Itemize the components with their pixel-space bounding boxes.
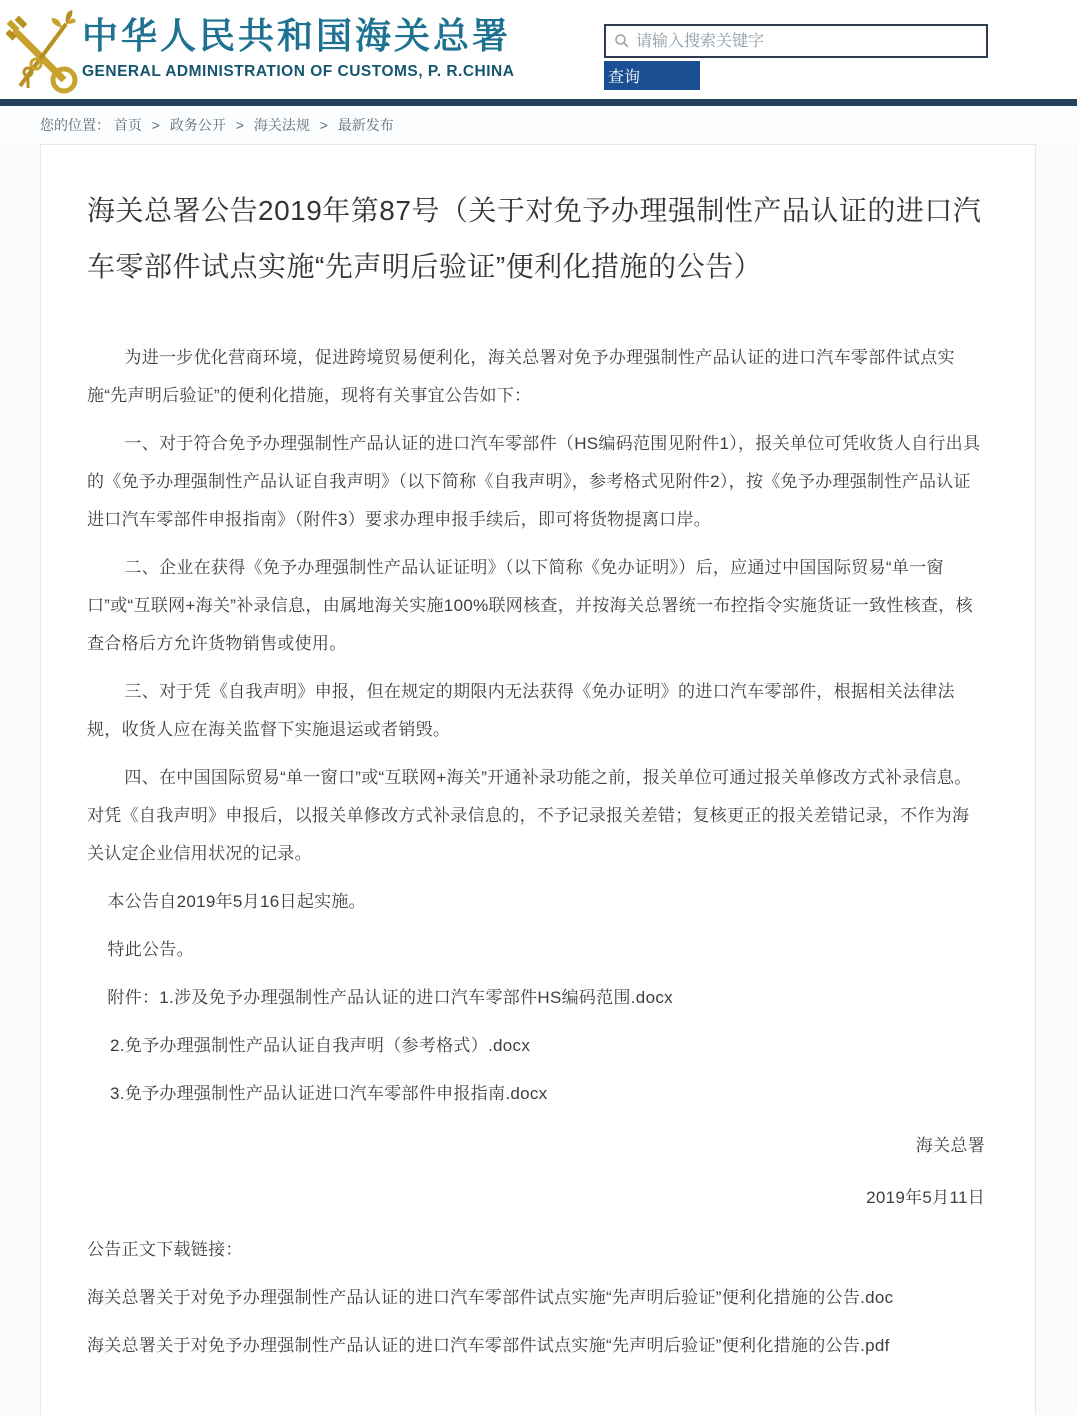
article-paragraph-item4: 四、在中国国际贸易“单一窗口”或“互联网+海关”开通补录功能之前，报关单位可通过报关单修改方式补录信息。对凭《自我声明》申报后，以报关单修改方式补录信息的，不予记录报关差错；复核更正的报关差错记录，不作为海关认定企业信用状况的记录。 xyxy=(87,768,972,863)
site-name-chinese: 中华人民共和国海关总署 xyxy=(82,15,512,56)
attachment-link-2[interactable]: 2.免予办理强制性产品认证自我声明（参考格式）.docx xyxy=(109,1036,531,1055)
breadcrumb xyxy=(0,106,1077,144)
attachment-link-3[interactable]: 3.免予办理强制性产品认证进口汽车零部件申报指南.docx xyxy=(109,1084,548,1103)
article-title: 海关总署公告2019年第87号（关于对免予办理强制性产品认证的进口汽车零部件试点实施“先声明后验证”便利化措施的公告） xyxy=(87,195,982,282)
article-date: 2019年5月11日 xyxy=(866,1188,985,1207)
breadcrumb-separator: > xyxy=(151,117,160,133)
attachments-label: 附件： xyxy=(107,988,160,1007)
article-paragraph-item3: 三、对于凭《自我声明》申报，但在规定的期限内无法获得《免办证明》的进口汽车零部件，根据相关法律法规，收货人应在海关监督下实施退运或者销毁。 xyxy=(87,682,955,739)
customs-emblem-logo xyxy=(6,6,78,94)
search-submit-button[interactable]: 查询 xyxy=(604,61,700,90)
breadcrumb-item-regulations[interactable]: 海关法规 xyxy=(253,117,310,133)
breadcrumb-separator: > xyxy=(235,117,244,133)
article-paragraph-effective-date: 本公告自2019年5月16日起实施。 xyxy=(107,892,366,911)
article-paragraph-item1: 一、对于符合免予办理强制性产品认证的进口汽车零部件（HS编码范围见附件1），报关单位可凭收货人自行出具的《免予办理强制性产品认证自我声明》（以下简称《自我声明》，参考格式见附件2），按《免予办理强制性产品认证进口汽车零部件申报指南》（附件3）要求办理申报手续后，即可将货物提离口岸。 xyxy=(87,434,981,529)
search-icon xyxy=(614,33,630,49)
header-divider-bar xyxy=(0,99,1077,106)
breadcrumb-item-home[interactable]: 首页 xyxy=(113,117,142,133)
attachment-line-1 xyxy=(87,979,985,1017)
article-signer: 海关总署 xyxy=(915,1136,985,1155)
search-input[interactable] xyxy=(634,26,986,58)
article-paragraph-intro: 为进一步优化营商环境，促进跨境贸易便利化，海关总署对免予办理强制性产品认证的进口汽车零部件试点实施“先声明后验证”的便利化措施，现将有关事宜公告如下： xyxy=(87,348,955,405)
breadcrumb-item-govinfo[interactable]: 政务公开 xyxy=(169,117,226,133)
breadcrumb-label: 您的位置： xyxy=(40,117,110,133)
search-area xyxy=(604,24,994,90)
download-link-pdf[interactable]: 海关总署关于对免予办理强制性产品认证的进口汽车零部件试点实施“先声明后验证”便利化措施的公告.pdf xyxy=(87,1336,890,1355)
download-section-label: 公告正文下载链接： xyxy=(87,1240,243,1259)
breadcrumb-separator: > xyxy=(319,117,328,133)
attachment-link-1[interactable]: 1.涉及免予办理强制性产品认证的进口汽车零部件HS编码范围.docx xyxy=(159,988,673,1007)
article-card xyxy=(40,144,1036,1415)
search-box xyxy=(604,24,988,58)
article-paragraph-closing: 特此公告。 xyxy=(107,940,194,959)
article-paragraph-item2: 二、企业在获得《免予办理强制性产品认证证明》（以下简称《免办证明》）后，应通过中国国际贸易“单一窗口”或“互联网+海关”补录信息，由属地海关实施100%联网核查，并按海关总署统一布控指令实施货证一致性核查，核查合格后方允许货物销售或使用。 xyxy=(87,558,973,653)
breadcrumb-item-latest[interactable]: 最新发布 xyxy=(337,117,394,133)
site-name-english: GENERAL ADMINISTRATION OF CUSTOMS, P. R.CHINA xyxy=(82,63,515,80)
download-link-doc[interactable]: 海关总署关于对免予办理强制性产品认证的进口汽车零部件试点实施“先声明后验证”便利化措施的公告.doc xyxy=(87,1288,894,1307)
site-header xyxy=(0,0,1077,99)
article-body xyxy=(87,339,985,1365)
customs-emblem-icon xyxy=(6,6,78,94)
